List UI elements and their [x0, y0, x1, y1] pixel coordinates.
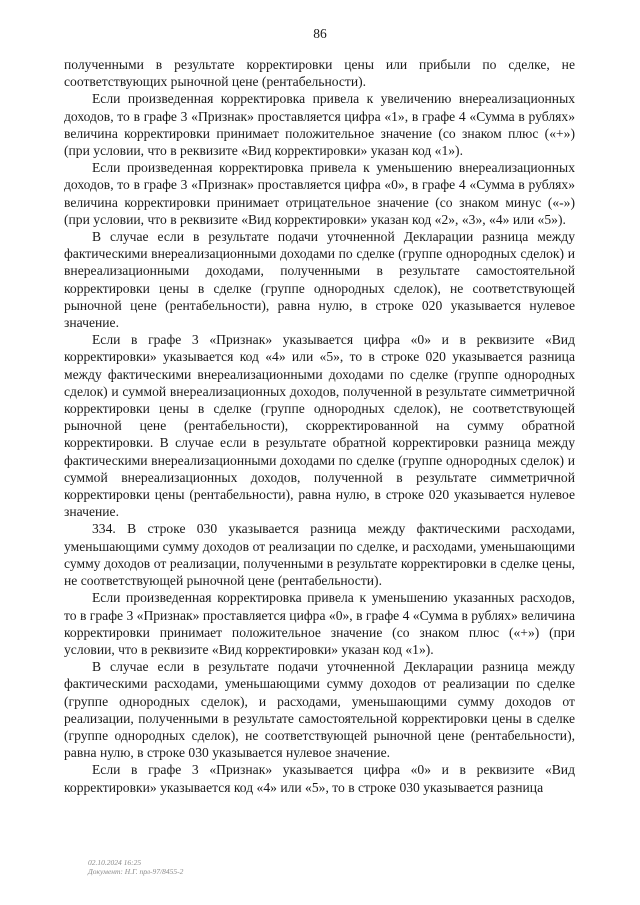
- stamp-line: 02.10.2024 16:25: [88, 858, 142, 867]
- paragraph: Если в графе 3 «Признак» указывается цифра «0» и в реквизите «Вид корректировки» указывается код «4» или «5», то в строке 020 указывается разница между фактическими внереализационными доходами по сделке (группе однородных сделок) и суммой внереализационных доходов, полученной в результате симметричной корректировки цены в сделке (группе однородных сделок), не соответствующей рыночной цене (рентабельности), скорректированной на сумму обратной корректировки. В случае если в результате обратной корректировки разница между фактическими внереализационными доходами по сделке (группе однородных сделок) и суммой внереализационных доходов, полученной в результате симметричной корректировки цены (рентабельности), равна нулю, в строке 020 указывается нулевое значение.: [64, 332, 575, 520]
- paragraph: полученными в результате корректировки цены или прибыли по сделке, не соответствующих рыночной цене (рентабельности).: [64, 57, 575, 90]
- paragraph: Если в графе 3 «Признак» указывается цифра «0» и в реквизите «Вид корректировки» указывается код «4» или «5», то в строке 030 указывается разница: [64, 762, 575, 795]
- paragraph: Если произведенная корректировка привела к уменьшению указанных расходов, то в графе 3 «Признак» проставляется цифра «0», в графе 4 «Сумма в рублях» величина корректировки принимает положительное значение (со знаком плюс («+») (при условии, что в реквизите «Вид корректировки» указан код «1»).: [64, 590, 575, 657]
- stamp-line: Документ: Н.Г. прл-97/8455-2: [88, 867, 184, 876]
- paragraph: Если произведенная корректировка привела к уменьшению внереализационных доходов, то в графе 3 «Признак» проставляется цифра «0», в графе 4 «Сумма в рублях» величина корректировки принимает отрицательное значение (со знаком минус («-») (при условии, что в реквизите «Вид корректировки» указан код «2», «3», «4» или «5»).: [64, 160, 575, 227]
- document-stamp: [88, 858, 183, 876]
- paragraph: В случае если в результате подачи уточненной Декларации разница между фактическими внереализационными доходами по сделке (группе однородных сделок) и внереализационными доходами, полученными в результате самостоятельной корректировки цены в сделке (группе однородных сделок), не соответствующей рыночной цене (рентабельности), равна нулю, в строке 020 указывается нулевое значение.: [64, 229, 575, 331]
- page-number: 86: [313, 26, 327, 41]
- paragraph: Если произведенная корректировка привела к увеличению внереализационных доходов, то в графе 3 «Признак» проставляется цифра «1», в графе 4 «Сумма в рублях» величина корректировки принимает положительное значение (со знаком плюс («+») (при условии, что в реквизите «Вид корректировки» указан код «1»).: [64, 91, 575, 159]
- paragraph: В случае если в результате подачи уточненной Декларации разница между фактическими расходами, уменьшающими сумму доходов от реализации по сделке (группе однородных сделок), и расходами, уменьшающими сумму доходов от реализации, полученными в результате самостоятельной корректировки цены в сделке (группе однородных сделок), не соответствующей рыночной цене (рентабельности), равна нулю, в строке 030 указывается нулевое значение.: [64, 659, 575, 761]
- paragraph-section-334: 334. В строке 030 указывается разница между фактическими расходами, уменьшающими сумму доходов от реализации по сделке, и расходами, уменьшающими сумму доходов от реализации, полученными в результате корректировки в сделке цены, не соответствующей рыночной цене (рентабельности).: [64, 521, 575, 589]
- document-body: [64, 56, 575, 796]
